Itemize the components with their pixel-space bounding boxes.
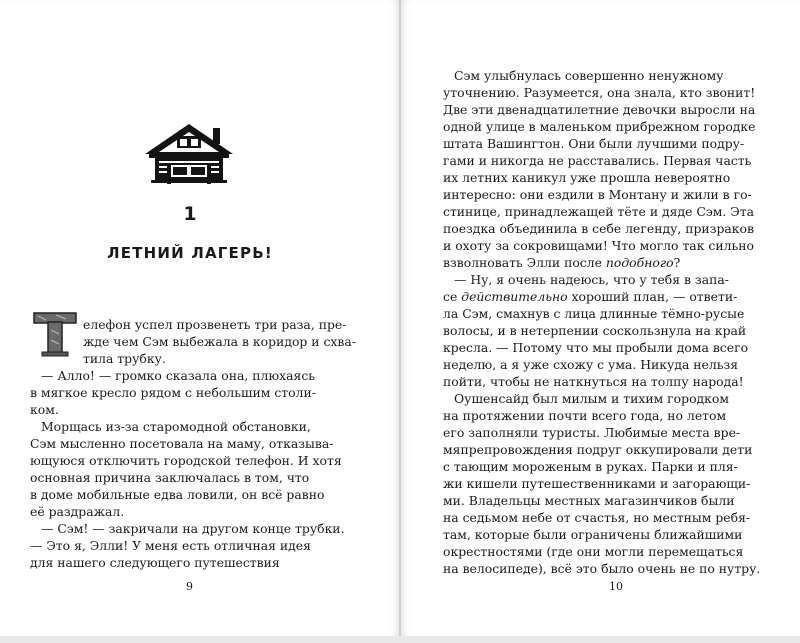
right-page: [401, 0, 800, 636]
body-line: Сэм мысленно посетовала на маму, отказыва-: [30, 436, 334, 451]
body-line: гами и никогда не расставались. Первая часть: [443, 153, 752, 168]
body-line: елефон успел прозвенеть три раза, пре-: [83, 317, 347, 332]
body-line: Оушенсайд был милым и тихим городком: [454, 391, 729, 406]
body-line: — Это я, Элли! У меня есть отличная идея: [30, 538, 311, 553]
house-illustration: [143, 122, 235, 184]
body-line: в мягкое кресло рядом с небольшим столи-: [30, 385, 316, 400]
body-line: окрестностями (где они могли перемещаться: [443, 544, 744, 559]
chapter-number: 1: [183, 203, 197, 225]
body-line: мяпрепровождения подруг оккупировали дети: [443, 442, 753, 457]
body-line: для нашего следующего путешествия: [30, 555, 280, 570]
left-page: [0, 0, 399, 636]
body-line: уточнению. Разумеется, она знала, кто звонит!: [443, 85, 756, 100]
body-line: — Алло! — громко сказала она, плюхаясь: [41, 368, 316, 383]
page-number: 9: [186, 580, 193, 593]
body-line: взволновать Элли после подобного?: [443, 255, 681, 270]
body-line: — Сэм! — закричали на другом конце трубки.: [41, 521, 345, 536]
body-line: с тающим мороженым в руках. Парки и пля-: [443, 459, 738, 474]
body-line: ми. Владельцы местных магазинчиков были: [443, 493, 735, 508]
body-line: и охоту за сокровищами! Что могло так сильно: [443, 238, 754, 253]
body-line: поездка объединила в себе легенду, призраков: [443, 221, 754, 236]
body-line: на велосипеде), всё это было очень не по нутру.: [443, 561, 761, 576]
body-line: штата Вашингтон. Они были лучшими подру-: [443, 136, 745, 151]
body-line: кресла. — Потому что мы пробыли дома всего: [443, 340, 749, 355]
body-line: неделю, а я уже схожу с ума. Никуда нельзя: [443, 357, 739, 372]
body-line: ющуюся отключить городской телефон. И хотя: [30, 453, 342, 468]
body-line: се действительно хороший план, — ответи-: [443, 289, 738, 304]
body-line: стинице, принадлежащей тёте и дяде Сэм. Эта: [443, 204, 755, 219]
body-line: Морщась из-за старомодной обстановки,: [41, 419, 311, 434]
body-line: их летних каникул уже прошла невероятно: [443, 170, 731, 185]
body-line: волосы, и в нетерпении соскользнула на край: [443, 323, 747, 338]
drop-cap: [32, 310, 78, 358]
body-line: на седьмом небе от счастья, но местным ребя-: [443, 510, 751, 525]
body-line: пойти, чтобы не наткнуться на толпу народа!: [443, 374, 744, 389]
body-line: жде чем Сэм выбежала в коридор и схва-: [83, 334, 356, 349]
body-line: — Ну, я очень надеюсь, что у тебя в запа-: [454, 272, 729, 287]
body-line: в доме мобильные едва ловили, он всё равно: [30, 487, 325, 502]
page-number: 10: [609, 580, 623, 593]
body-line: её раздражал.: [30, 504, 125, 519]
body-line: ком.: [30, 402, 59, 417]
body-line: Сэм улыбнулась совершенно ненужному: [454, 68, 724, 83]
body-line: там, которые были ограничены ближайшими: [443, 527, 743, 542]
body-line: тила трубку.: [83, 351, 166, 366]
drop-cap-letter: Т: [54, 347, 56, 348]
body-line: жи кишели путешественниками и загорающи-: [443, 476, 751, 491]
body-line: основная причина заключалась в том, что: [30, 470, 310, 485]
body-line: его заполняли туристы. Любимые места вре-: [443, 425, 741, 440]
body-line: одной улице в маленьком прибрежном городке: [443, 119, 756, 134]
chapter-title: ЛЕТНИЙ ЛАГЕРЬ!: [107, 244, 273, 262]
body-line: интересно: они ездили в Монтану и жили в го-: [443, 187, 752, 202]
body-line: Две эти двенадцатилетние девочки выросли на: [443, 102, 756, 117]
body-line: на протяжении почти всего года, но летом: [443, 408, 727, 423]
body-line: ла Сэм, смахнув с лица длинные тёмно-русые: [443, 306, 745, 321]
